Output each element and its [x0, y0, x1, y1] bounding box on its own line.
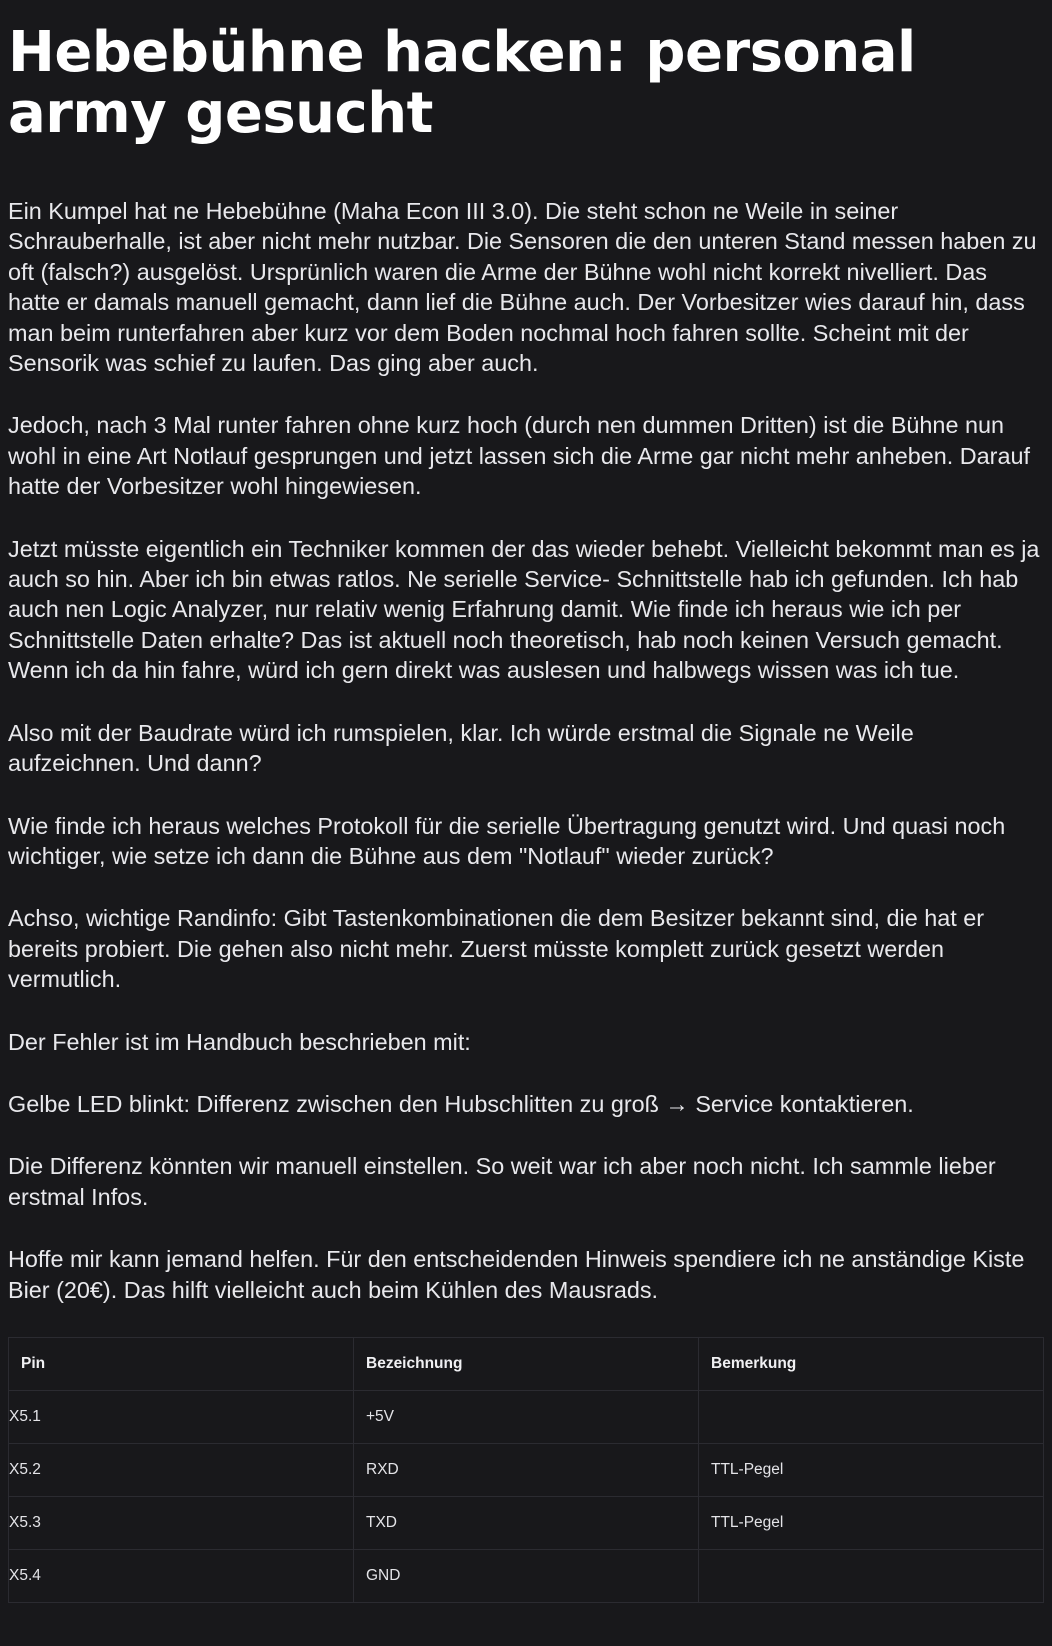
post-paragraph: Achso, wichtige Randinfo: Gibt Tastenkombinationen die dem Besitzer bekannt sind, die hat er bereits probiert. Die gehen also nicht mehr. Zuerst müsste komplett zurück gesetzt werden vermutlich. [8, 905, 985, 993]
post-paragraph: Also mit der Baudrate würd ich rumspielen, klar. Ich würde erstmal die Signale ne Weile aufzeichnen. Und dann? [8, 719, 914, 777]
table-row [9, 1443, 1044, 1496]
bezeichnung-cell: TXD [354, 1496, 699, 1549]
bemerkung-cell [699, 1549, 1044, 1602]
bemerkung-cell: TTL-Pegel [699, 1443, 1044, 1496]
table-row [9, 1390, 1044, 1443]
post-paragraph: Hoffe mir kann jemand helfen. Für den entscheidenden Hinweis spendiere ich ne anständige Kiste Bier (20€). Das hilft vielleicht auch beim Kühlen des Mausrads. [8, 1246, 1025, 1303]
pin-cell: X5.1 [9, 1390, 354, 1443]
pin-cell: X5.3 [9, 1496, 354, 1549]
post-paragraph: Ein Kumpel hat ne Hebebühne (Maha Econ III 3.0). Die steht schon ne Weile in seiner Schrauberhalle, ist aber nicht mehr nutzbar. Die Sensoren die den unteren Stand messen haben zu oft (falsch?) ausgelöst. Ursprünlich waren die Arme der Bühne wohl nicht korrekt nivelliert. Das hatte er damals manuell gemacht, dann lief die Bühne auch. Der Vorbesitzer wies darauf hin, dass man beim runterfahren aber kurz vor dem Boden nochmal hoch fahren sollte. Scheint mit der Sensorik was schief zu laufen. Das ging aber auch. [8, 198, 1037, 377]
table-header-row [9, 1337, 1044, 1390]
column-header-pin: Pin [9, 1337, 354, 1390]
pin-cell: X5.2 [9, 1443, 354, 1496]
post-paragraph: Jedoch, nach 3 Mal runter fahren ohne kurz hoch (durch nen dummen Dritten) ist die Bühne nun wohl in eine Art Notlauf gesprungen und jetzt lassen sich die Arme gar nicht mehr anheben. Darauf hatte der Vorbesitzer wohl hingewiesen. [8, 412, 1030, 500]
post-paragraph: Gelbe LED blinkt: Differenz zwischen den Hubschlitten zu groß → Service kontaktieren. [8, 1090, 914, 1117]
table-row [9, 1549, 1044, 1602]
bemerkung-cell [699, 1390, 1044, 1443]
table-row [9, 1496, 1044, 1549]
post-title: Hebebühne hacken: personal army gesucht [8, 20, 916, 146]
pin-table [8, 1337, 1044, 1603]
post-paragraph: Die Differenz könnten wir manuell einstellen. So weit war ich aber noch nicht. Ich sammle lieber erstmal Infos. [8, 1153, 996, 1210]
post-paragraph: Jetzt müsste eigentlich ein Techniker kommen der das wieder behebt. Vielleicht bekommt man es ja auch so hin. Aber ich bin etwas ratlos. Ne serielle Service- Schnittstelle hab ich gefunden. Ich hab auch nen Logic Analyzer, nur relativ wenig Erfahrung damit. Wie finde ich heraus wie ich per Schnittstelle Daten erhalte? Das ist aktuell noch theoretisch, hab noch keinen Versuch gemacht. Wenn ich da hin fahre, würd ich gern direkt was auslesen und halbwegs wissen was ich tue. [8, 535, 1040, 684]
bezeichnung-cell: RXD [354, 1443, 699, 1496]
bezeichnung-cell: +5V [354, 1390, 699, 1443]
post-paragraph: Der Fehler ist im Handbuch beschrieben mit: [8, 1028, 471, 1055]
column-header-bezeichnung: Bezeichnung [354, 1337, 699, 1390]
post-paragraph: Wie finde ich heraus welches Protokoll für die serielle Übertragung genutzt wird. Und quasi noch wichtiger, wie setze ich dann die Bühne aus dem "Notlauf" wieder zurück? [8, 812, 1006, 869]
post-body [8, 196, 1044, 1305]
pin-cell: X5.4 [9, 1549, 354, 1602]
column-header-bemerkung: Bemerkung [699, 1337, 1044, 1390]
bezeichnung-cell: GND [354, 1549, 699, 1602]
bemerkung-cell: TTL-Pegel [699, 1496, 1044, 1549]
